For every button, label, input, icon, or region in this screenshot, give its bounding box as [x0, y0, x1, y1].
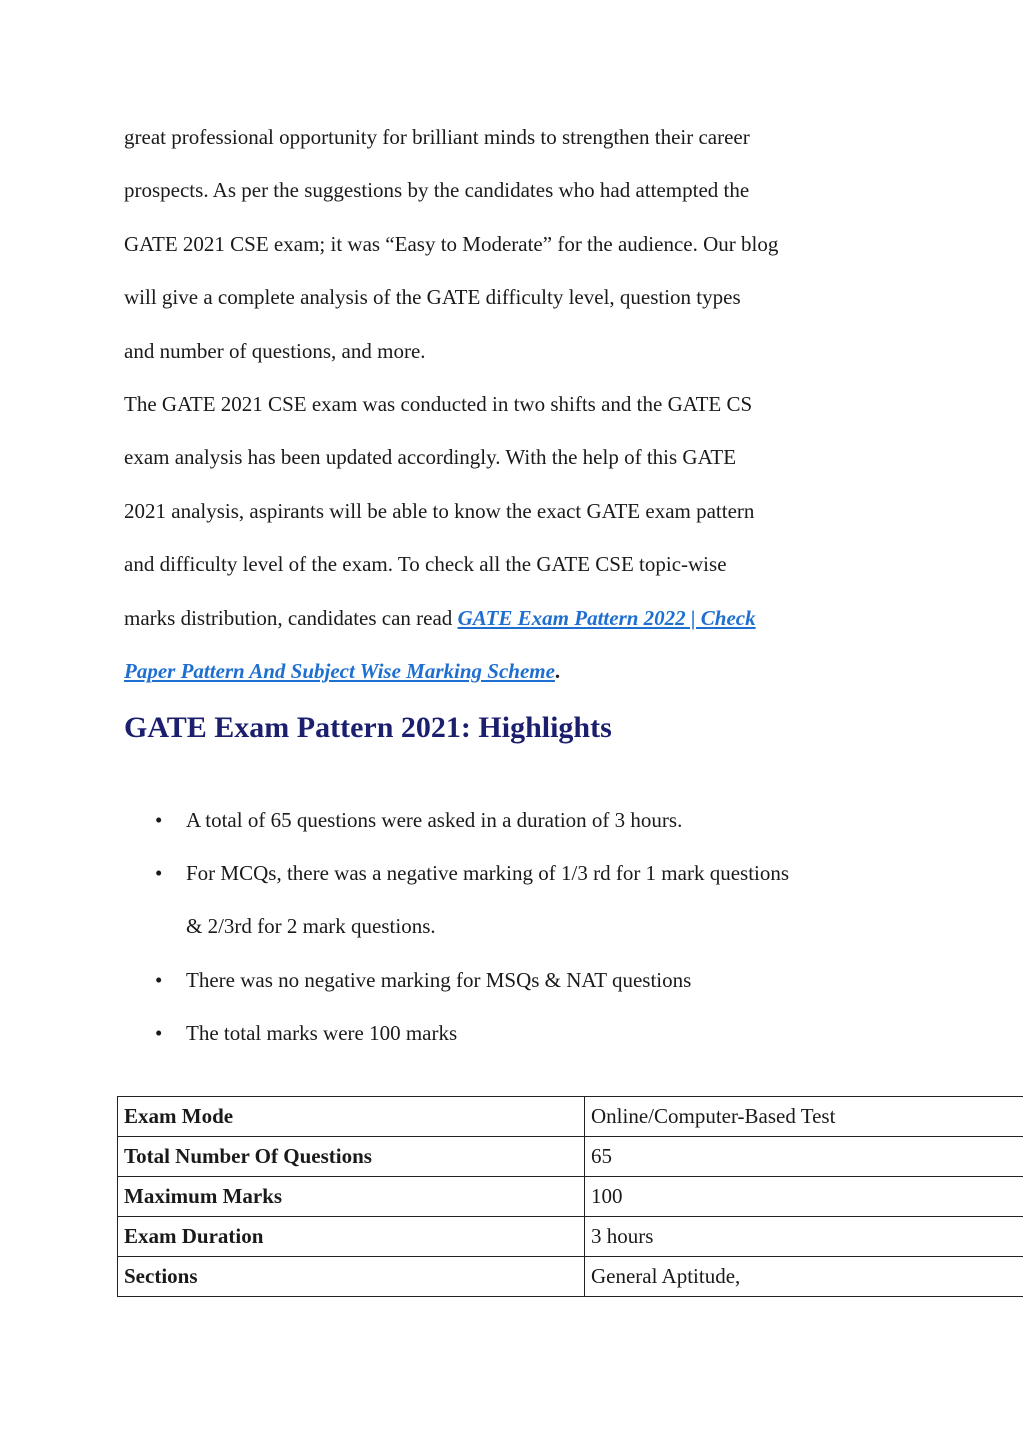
bullet-item-continuation: & 2/3rd for 2 mark questions.	[186, 914, 436, 938]
section-heading: GATE Exam Pattern 2021: Highlights	[124, 711, 612, 744]
table-row	[118, 1097, 1023, 1137]
table-row	[118, 1137, 1023, 1177]
paragraph-line: and number of questions, and more.	[124, 339, 426, 363]
table-value-cell: 100	[585, 1177, 1023, 1217]
bullet-dot: •	[155, 808, 163, 832]
table-row	[118, 1177, 1023, 1217]
table-label-cell: Exam Mode	[118, 1097, 585, 1137]
paragraph-line: The GATE 2021 CSE exam was conducted in two shifts and the GATE CS	[124, 392, 753, 416]
exam-pattern-table	[117, 1096, 1023, 1297]
exam-pattern-link[interactable]: GATE Exam Pattern 2022 | Check	[457, 606, 756, 630]
sentence-period: .	[554, 659, 561, 683]
table-value-cell: 65	[585, 1137, 1023, 1177]
paragraph-line: exam analysis has been updated accordingly. With the help of this GATE	[124, 445, 737, 469]
bullet-item: The total marks were 100 marks	[186, 1021, 458, 1045]
bullet-dot: •	[155, 861, 163, 885]
table-label-cell: Sections	[118, 1257, 585, 1297]
paragraph-line: 2021 analysis, aspirants will be able to know the exact GATE exam pattern	[124, 499, 755, 523]
exam-pattern-link-continued[interactable]: Paper Pattern And Subject Wise Marking Scheme	[124, 659, 555, 683]
bullet-item: There was no negative marking for MSQs & NAT questions	[186, 968, 692, 992]
paragraph-line-with-link	[124, 605, 756, 631]
bullet-dot: •	[155, 1021, 163, 1045]
paragraph-line: prospects. As per the suggestions by the candidates who had attempted the	[124, 178, 750, 202]
bullet-item: A total of 65 questions were asked in a duration of 3 hours.	[186, 808, 683, 832]
table-label-cell: Total Number Of Questions	[118, 1137, 585, 1177]
table-label-cell: Maximum Marks	[118, 1177, 585, 1217]
paragraph-line-with-link	[124, 658, 560, 684]
table-value-cell: General Aptitude,	[585, 1257, 1023, 1297]
bullet-dot: •	[155, 968, 163, 992]
table-row	[118, 1217, 1023, 1257]
paragraph-text: marks distribution, candidates can read	[124, 606, 458, 630]
table-value-cell: Online/Computer-Based Test	[585, 1097, 1023, 1137]
paragraph-line: GATE 2021 CSE exam; it was “Easy to Moderate” for the audience. Our blog	[124, 232, 779, 256]
table-label-cell: Exam Duration	[118, 1217, 585, 1257]
table-row	[118, 1257, 1023, 1297]
bullet-item: For MCQs, there was a negative marking of 1/3 rd for 1 mark questions	[186, 861, 790, 885]
paragraph-line: great professional opportunity for brilliant minds to strengthen their career	[124, 125, 750, 149]
paragraph-line: will give a complete analysis of the GATE difficulty level, question types	[124, 285, 741, 309]
table-value-cell: 3 hours	[585, 1217, 1023, 1257]
paragraph-line: and difficulty level of the exam. To check all the GATE CSE topic-wise	[124, 552, 727, 576]
